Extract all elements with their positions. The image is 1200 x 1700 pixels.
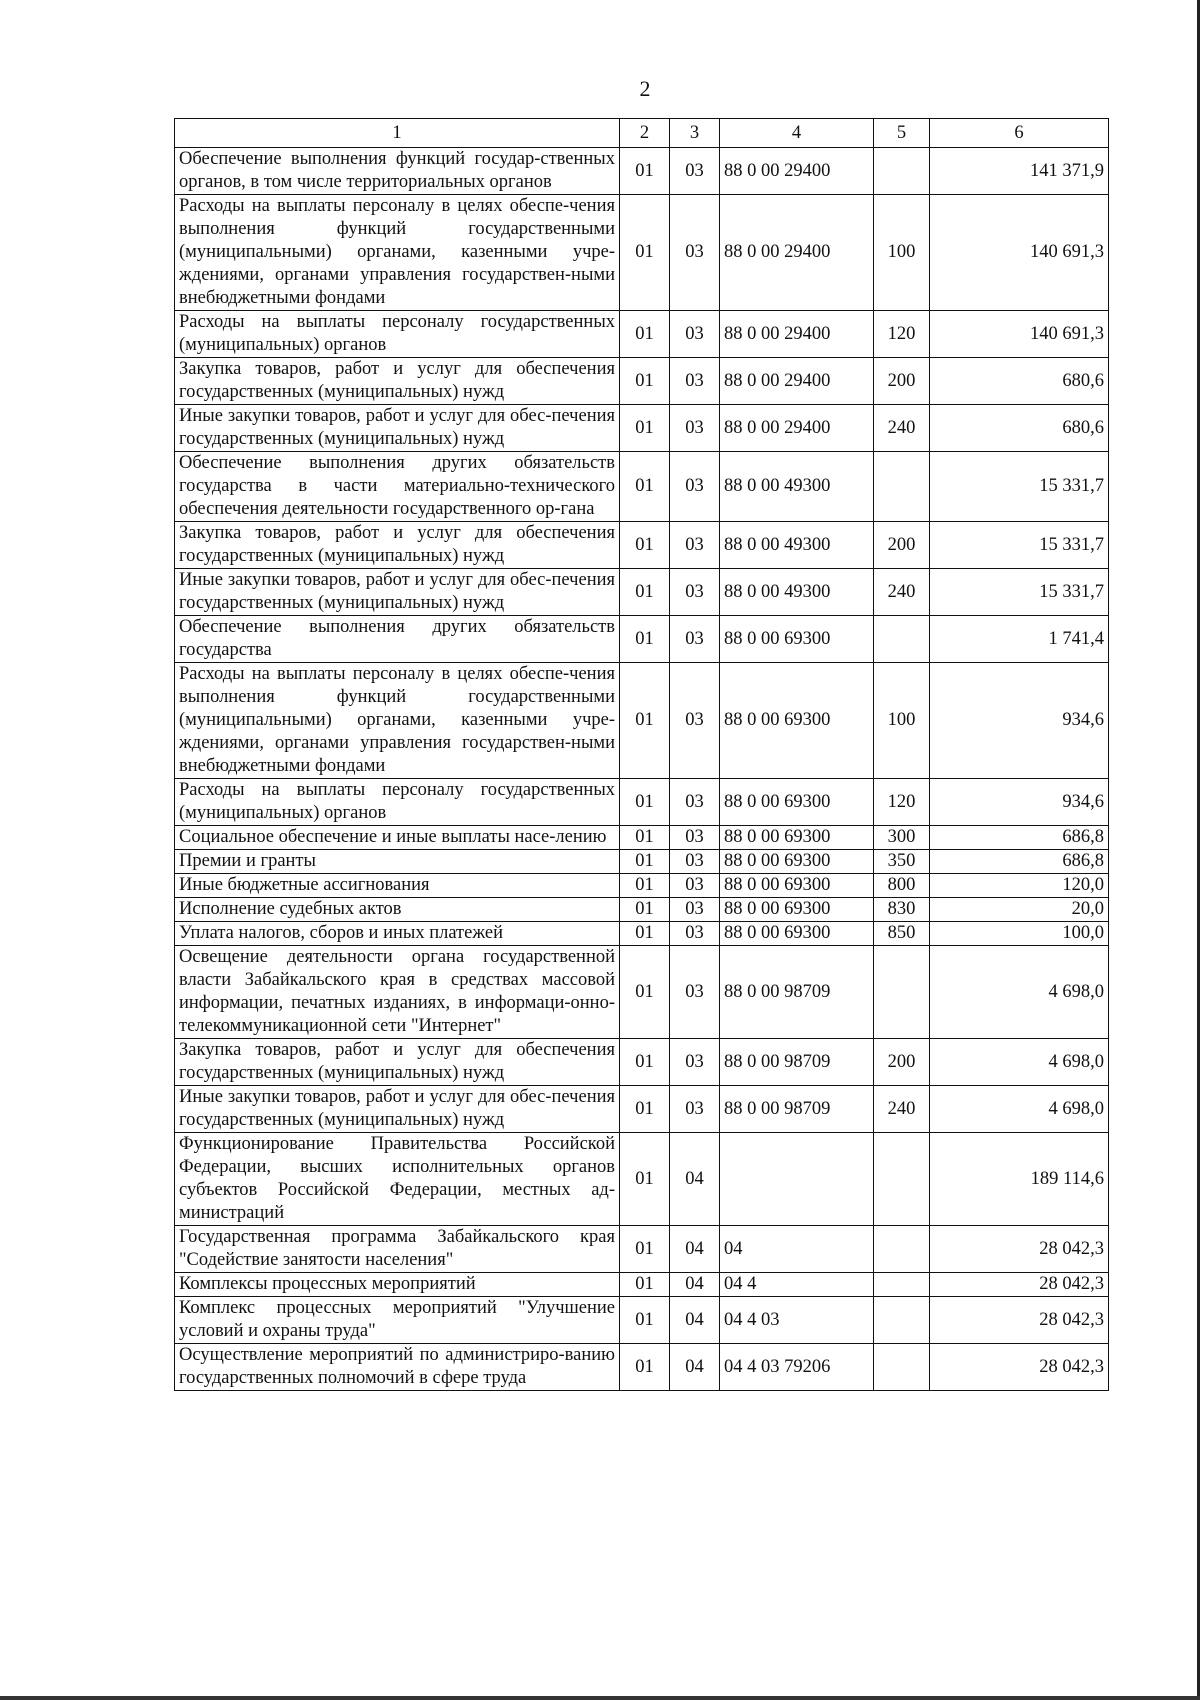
table-row	[175, 779, 1109, 826]
row-name: Расходы на выплаты персоналу в целях обеспе-чения выполнения функций государственными (муниципальными) органами, казенными учре-ждениями, органами управления государствен-ными внебюджетными фондами	[175, 195, 620, 311]
row-name: Обеспечение выполнения других обязательств государства	[175, 616, 620, 663]
row-name: Расходы на выплаты персоналу государственных (муниципальных) органов	[175, 779, 620, 826]
row-expense-type: 240	[874, 569, 930, 616]
row-section: 01	[620, 311, 670, 358]
row-amount: 28 042,3	[930, 1273, 1109, 1297]
header-col-6: 6	[930, 119, 1109, 148]
table-row	[175, 1133, 1109, 1226]
row-section: 01	[620, 1086, 670, 1133]
row-subsection: 03	[670, 452, 720, 522]
row-target-article: 88 0 00 69300	[720, 663, 874, 779]
row-subsection: 03	[670, 569, 720, 616]
table-row	[175, 898, 1109, 922]
row-expense-type	[874, 946, 930, 1039]
row-expense-type: 100	[874, 663, 930, 779]
row-amount: 15 331,7	[930, 452, 1109, 522]
row-target-article: 04 4 03 79206	[720, 1344, 874, 1391]
row-section: 01	[620, 569, 670, 616]
row-subsection: 04	[670, 1273, 720, 1297]
row-subsection: 03	[670, 311, 720, 358]
row-expense-type: 120	[874, 779, 930, 826]
table-row	[175, 850, 1109, 874]
table-row	[175, 874, 1109, 898]
row-name: Обеспечение выполнения других обязательств государства в части материально-технического обеспечения деятельности государственного ор-гана	[175, 452, 620, 522]
row-expense-type	[874, 616, 930, 663]
row-name: Закупка товаров, работ и услуг для обеспечения государственных (муниципальных) нужд	[175, 358, 620, 405]
scan-edge-bottom	[0, 1696, 1200, 1700]
row-name: Комплексы процессных мероприятий	[175, 1273, 620, 1297]
row-expense-type	[874, 148, 930, 195]
row-section: 01	[620, 358, 670, 405]
table-row	[175, 452, 1109, 522]
row-subsection: 03	[670, 946, 720, 1039]
row-name: Освещение деятельности органа государственной власти Забайкальского края в средствах массовой информации, печатных изданиях, в информаци-онно-телекоммуникационной сети "Интернет"	[175, 946, 620, 1039]
row-expense-type: 300	[874, 826, 930, 850]
table-row	[175, 1273, 1109, 1297]
row-section: 01	[620, 826, 670, 850]
row-subsection: 03	[670, 1039, 720, 1086]
row-amount: 141 371,9	[930, 148, 1109, 195]
row-target-article: 88 0 00 29400	[720, 311, 874, 358]
row-section: 01	[620, 663, 670, 779]
table-row	[175, 1086, 1109, 1133]
row-amount: 20,0	[930, 898, 1109, 922]
row-section: 01	[620, 148, 670, 195]
row-section: 01	[620, 1344, 670, 1391]
row-subsection: 03	[670, 616, 720, 663]
row-amount: 934,6	[930, 779, 1109, 826]
row-section: 01	[620, 522, 670, 569]
table-row	[175, 405, 1109, 452]
row-target-article: 88 0 00 69300	[720, 779, 874, 826]
row-subsection: 03	[670, 148, 720, 195]
table-row	[175, 1297, 1109, 1344]
row-subsection: 03	[670, 195, 720, 311]
row-name: Функционирование Правительства Российской Федерации, высших исполнительных органов субъектов Российской Федерации, местных ад-министраций	[175, 1133, 620, 1226]
table-row	[175, 1039, 1109, 1086]
row-subsection: 03	[670, 358, 720, 405]
row-expense-type	[874, 452, 930, 522]
row-target-article: 88 0 00 29400	[720, 405, 874, 452]
row-name: Расходы на выплаты персоналу в целях обеспе-чения выполнения функций государственными (муниципальными) органами, казенными учре-ждениями, органами управления государствен-ными внебюджетными фондами	[175, 663, 620, 779]
row-target-article: 88 0 00 98709	[720, 1039, 874, 1086]
row-amount: 934,6	[930, 663, 1109, 779]
row-expense-type	[874, 1273, 930, 1297]
row-target-article: 88 0 00 69300	[720, 850, 874, 874]
row-expense-type: 200	[874, 358, 930, 405]
row-name: Осуществление мероприятий по администриро-ванию государственных полномочий в сфере труда	[175, 1344, 620, 1391]
row-amount: 4 698,0	[930, 1086, 1109, 1133]
row-expense-type: 850	[874, 922, 930, 946]
row-expense-type: 200	[874, 522, 930, 569]
row-amount: 140 691,3	[930, 311, 1109, 358]
row-section: 01	[620, 1133, 670, 1226]
row-name: Обеспечение выполнения функций государ-ственных органов, в том числе территориальных органов	[175, 148, 620, 195]
row-subsection: 03	[670, 663, 720, 779]
row-expense-type	[874, 1297, 930, 1344]
row-name: Социальное обеспечение и иные выплаты насе-лению	[175, 826, 620, 850]
row-name: Закупка товаров, работ и услуг для обеспечения государственных (муниципальных) нужд	[175, 1039, 620, 1086]
row-subsection: 04	[670, 1297, 720, 1344]
row-expense-type: 800	[874, 874, 930, 898]
table-row	[175, 1226, 1109, 1273]
row-amount: 189 114,6	[930, 1133, 1109, 1226]
row-section: 01	[620, 195, 670, 311]
row-section: 01	[620, 874, 670, 898]
table-row	[175, 826, 1109, 850]
row-amount: 680,6	[930, 358, 1109, 405]
page-number: 2	[639, 76, 651, 101]
row-name: Иные бюджетные ассигнования	[175, 874, 620, 898]
row-expense-type: 350	[874, 850, 930, 874]
row-amount: 28 042,3	[930, 1226, 1109, 1273]
row-expense-type	[874, 1226, 930, 1273]
row-subsection: 03	[670, 898, 720, 922]
row-amount: 100,0	[930, 922, 1109, 946]
table-body	[175, 148, 1109, 1391]
row-name: Иные закупки товаров, работ и услуг для обес-печения государственных (муниципальных) нужд	[175, 1086, 620, 1133]
row-amount: 120,0	[930, 874, 1109, 898]
table-row	[175, 195, 1109, 311]
row-subsection: 03	[670, 1086, 720, 1133]
row-target-article: 04 4	[720, 1273, 874, 1297]
row-section: 01	[620, 452, 670, 522]
table-row	[175, 922, 1109, 946]
row-subsection: 04	[670, 1133, 720, 1226]
row-target-article	[720, 1133, 874, 1226]
row-target-article: 88 0 00 69300	[720, 874, 874, 898]
row-amount: 1 741,4	[930, 616, 1109, 663]
table-row	[175, 148, 1109, 195]
row-target-article: 88 0 00 98709	[720, 1086, 874, 1133]
table-row	[175, 311, 1109, 358]
row-section: 01	[620, 898, 670, 922]
row-name: Комплекс процессных мероприятий "Улучшение условий и охраны труда"	[175, 1297, 620, 1344]
row-target-article: 88 0 00 49300	[720, 522, 874, 569]
row-expense-type: 120	[874, 311, 930, 358]
row-subsection: 04	[670, 1226, 720, 1273]
row-expense-type: 240	[874, 1086, 930, 1133]
row-target-article: 88 0 00 29400	[720, 195, 874, 311]
row-amount: 686,8	[930, 826, 1109, 850]
table-row	[175, 569, 1109, 616]
budget-table	[174, 118, 1109, 1391]
row-expense-type	[874, 1133, 930, 1226]
row-target-article: 04	[720, 1226, 874, 1273]
row-amount: 680,6	[930, 405, 1109, 452]
row-amount: 15 331,7	[930, 522, 1109, 569]
row-section: 01	[620, 1297, 670, 1344]
row-name: Исполнение судебных актов	[175, 898, 620, 922]
row-target-article: 88 0 00 49300	[720, 452, 874, 522]
row-name: Уплата налогов, сборов и иных платежей	[175, 922, 620, 946]
row-expense-type: 830	[874, 898, 930, 922]
row-amount: 15 331,7	[930, 569, 1109, 616]
row-subsection: 04	[670, 1344, 720, 1391]
table-row	[175, 358, 1109, 405]
row-subsection: 03	[670, 850, 720, 874]
table-row	[175, 946, 1109, 1039]
row-name: Иные закупки товаров, работ и услуг для обес-печения государственных (муниципальных) нужд	[175, 405, 620, 452]
row-section: 01	[620, 616, 670, 663]
row-subsection: 03	[670, 922, 720, 946]
row-amount: 4 698,0	[930, 946, 1109, 1039]
row-target-article: 88 0 00 49300	[720, 569, 874, 616]
row-amount: 140 691,3	[930, 195, 1109, 311]
row-name: Премии и гранты	[175, 850, 620, 874]
row-expense-type: 100	[874, 195, 930, 311]
row-amount: 686,8	[930, 850, 1109, 874]
row-subsection: 03	[670, 405, 720, 452]
row-target-article: 88 0 00 69300	[720, 616, 874, 663]
row-expense-type: 200	[874, 1039, 930, 1086]
row-section: 01	[620, 405, 670, 452]
table-row	[175, 522, 1109, 569]
row-section: 01	[620, 1226, 670, 1273]
row-subsection: 03	[670, 826, 720, 850]
row-target-article: 88 0 00 69300	[720, 826, 874, 850]
row-section: 01	[620, 779, 670, 826]
row-target-article: 88 0 00 98709	[720, 946, 874, 1039]
row-amount: 28 042,3	[930, 1297, 1109, 1344]
row-subsection: 03	[670, 779, 720, 826]
row-subsection: 03	[670, 874, 720, 898]
header-col-3: 3	[670, 119, 720, 148]
row-subsection: 03	[670, 522, 720, 569]
header-col-1: 1	[175, 119, 620, 148]
row-name: Расходы на выплаты персоналу государственных (муниципальных) органов	[175, 311, 620, 358]
header-row	[175, 119, 1109, 148]
row-section: 01	[620, 1039, 670, 1086]
row-section: 01	[620, 850, 670, 874]
row-amount: 28 042,3	[930, 1344, 1109, 1391]
row-name: Государственная программа Забайкальского края "Содействие занятости населения"	[175, 1226, 620, 1273]
row-target-article: 88 0 00 69300	[720, 898, 874, 922]
row-name: Иные закупки товаров, работ и услуг для обес-печения государственных (муниципальных) нужд	[175, 569, 620, 616]
table-row	[175, 616, 1109, 663]
row-name: Закупка товаров, работ и услуг для обеспечения государственных (муниципальных) нужд	[175, 522, 620, 569]
row-target-article: 88 0 00 29400	[720, 358, 874, 405]
header-col-5: 5	[874, 119, 930, 148]
table-row	[175, 1344, 1109, 1391]
row-amount: 4 698,0	[930, 1039, 1109, 1086]
row-section: 01	[620, 1273, 670, 1297]
row-section: 01	[620, 946, 670, 1039]
table-row	[175, 663, 1109, 779]
row-target-article: 04 4 03	[720, 1297, 874, 1344]
row-expense-type	[874, 1344, 930, 1391]
header-col-4: 4	[720, 119, 874, 148]
header-col-2: 2	[620, 119, 670, 148]
row-expense-type: 240	[874, 405, 930, 452]
row-section: 01	[620, 922, 670, 946]
row-target-article: 88 0 00 69300	[720, 922, 874, 946]
row-target-article: 88 0 00 29400	[720, 148, 874, 195]
